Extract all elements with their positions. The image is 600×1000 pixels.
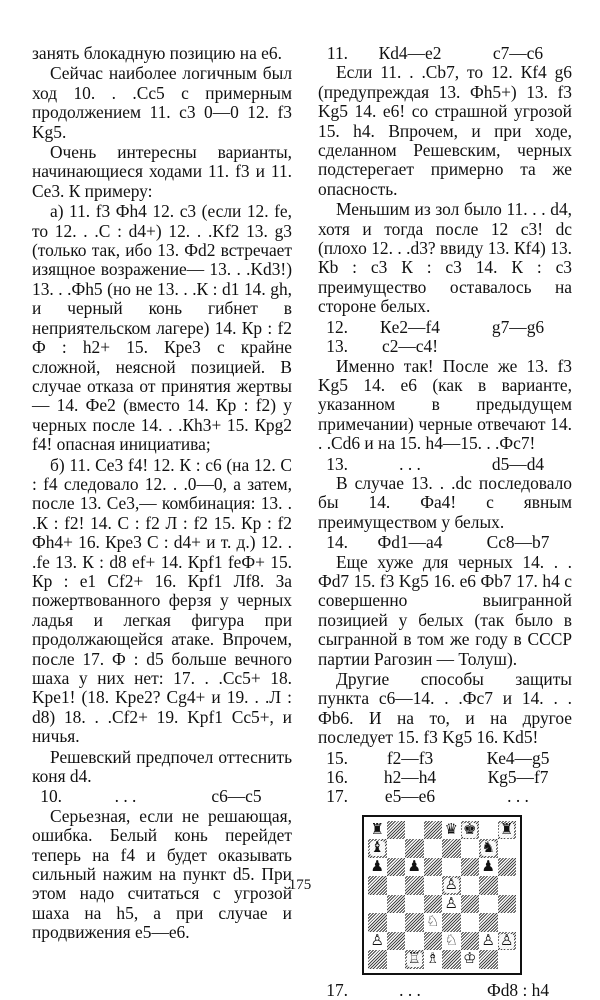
board-square (387, 839, 406, 858)
move-line (318, 455, 572, 474)
paragraph: Сейчас наиболее логичным был ход 10. . .Сc5 с примерным продолжением 11. c3 0—0 12. f3 Kg5. (32, 63, 292, 142)
move-number: 13. (326, 453, 348, 474)
board-square (479, 858, 498, 877)
board-square (368, 932, 387, 951)
board-square (424, 932, 443, 951)
paragraph: В случае 13. . .dc последовало бы 14. Фa4! с явным преимуществом у белых. (318, 472, 572, 532)
move-line (318, 981, 572, 1000)
move-number: 13. (326, 336, 348, 357)
board-square (461, 913, 480, 932)
board-square (461, 839, 480, 858)
chess-piece-icon: ♞ (481, 840, 495, 857)
board-square (498, 839, 517, 858)
board-square (405, 839, 424, 858)
move-line (318, 787, 572, 806)
board-square (442, 913, 461, 932)
paragraph: Именно так! После же 13. f3 Kg5 14. e6 (как в варианте, указанном в предыдущем примечании) черные отвечают 14. . .Cd6 и на 15. h4—15. . .Фc7! (318, 355, 572, 454)
board-square (424, 839, 443, 858)
board-square (387, 950, 406, 969)
move-line (318, 749, 572, 768)
board-square (479, 932, 498, 951)
move-line (32, 787, 292, 806)
move-line (318, 318, 572, 337)
board-square (498, 821, 517, 840)
move-number: 15. (326, 747, 348, 768)
move-line (318, 44, 572, 63)
board-square (442, 932, 461, 951)
board-square (498, 950, 517, 969)
white-move: Фd1—a4 (377, 532, 443, 553)
white-move: . . . (399, 453, 421, 474)
paragraph: а) 11. f3 Фh4 12. c3 (если 12. fe, то 12. . .С : d4+) 12. . .Kf2 13. g3 (только так, ибо 13. Фd2 встречает изящное возражение— 13. . .Kd3!) 13. . .Фh5 (но не 13. . .К : d1 14. gh, и черный конь гибнет в неприятельском лагере) 14. Кр : f2 Ф : h2+ 15. Кре3 с крайне сложной, неясной позицией. В случае отказа от принятия жертвы — 14. Фe2 (вместо 14. Кр : f2) у черных после 14. . .Кh3+ 15. Крg2 f4! опасная инициатива; (32, 201, 292, 455)
paragraph: Решевский предпочел оттеснить коня d4. (32, 746, 292, 787)
white-move: e5—e6 (384, 786, 436, 807)
white-move: . . . (399, 979, 421, 1000)
board-square (387, 858, 406, 877)
white-move: Кe2—f4 (380, 316, 440, 337)
left-column (32, 44, 292, 944)
black-move: d5—d4 (491, 453, 545, 474)
board-square (368, 950, 387, 969)
board-square (405, 932, 424, 951)
board-square (424, 950, 443, 969)
paragraph: Еще хуже для черных 14. . . Фd7 15. f3 Kg5 16. e6 Фb7 17. h4 с совершенно выигранной позицией у белых (так было в сыгранной в том же году в СССР партии Рагозин — Толуш). (318, 551, 572, 669)
chess-piece-icon: ♙ (444, 877, 458, 894)
move-number: 11. (326, 43, 348, 63)
chess-piece-icon: ♚ (463, 821, 477, 838)
board-square (479, 895, 498, 914)
board-square (442, 895, 461, 914)
board-square (368, 839, 387, 858)
black-move: Фd8 : h4 (486, 979, 550, 1000)
board-square (387, 821, 406, 840)
chess-piece-icon: ♖ (407, 951, 421, 968)
board-square (387, 913, 406, 932)
black-move: c6—c5 (211, 786, 262, 807)
paragraph: Меньшим из зол было 11. . . d4, хотя и тогда после 12 c3! dc (плохо 12. . .d3? ввиду 13. Кf4) 13. Кb : c3 К : c3 14. К : c3 преимущество оставалось на стороне белых. (318, 199, 572, 317)
black-move: Кe4—g5 (486, 747, 550, 768)
chess-piece-icon: ♘ (444, 932, 458, 949)
chess-piece-icon: ♔ (463, 951, 477, 968)
board-square (479, 839, 498, 858)
move-number: 10. (40, 786, 62, 807)
board-square (405, 950, 424, 969)
chess-piece-icon: ♟ (370, 858, 384, 875)
chess-piece-icon: ♜ (500, 821, 514, 838)
white-move: . . . (114, 786, 137, 807)
chess-piece-icon: ♝ (370, 840, 384, 857)
board-square (498, 858, 517, 877)
chess-piece-icon: ♙ (481, 932, 495, 949)
board-square (461, 950, 480, 969)
board-square (479, 913, 498, 932)
chess-piece-icon: ♙ (500, 932, 514, 949)
board-square (461, 821, 480, 840)
move-number: 16. (326, 767, 348, 788)
board-square (442, 950, 461, 969)
paragraph: Серьезная, если не решающая, ошибка. Белый конь перейдет теперь на f4 и будет оказывать сильный нажим на пункт d5. При этом надо считаться с угрозой шаха на h5, а при случае и продвижения e5—e6. (32, 805, 292, 943)
chess-piece-icon: ♗ (426, 951, 440, 968)
right-column (318, 44, 572, 1000)
black-move: Кg5—f7 (487, 767, 549, 788)
black-move: . . . (507, 786, 529, 807)
move-number: 17. (326, 786, 348, 807)
board-square (387, 932, 406, 951)
black-move: Cc8—b7 (486, 532, 550, 553)
chess-piece-icon: ♙ (444, 895, 458, 912)
chess-piece-icon: ♘ (426, 914, 440, 931)
move-number: 14. (326, 532, 348, 553)
paragraph: Другие способы защиты пункта c6—14. . .Фc7 и 14. . . Фb6. И на то, и на другое последует 15. f3 Kg5 16. Kd5! (318, 669, 572, 748)
board-square (461, 858, 480, 877)
move-line (318, 533, 572, 552)
board-square (424, 913, 443, 932)
board-square (442, 858, 461, 877)
board-square (405, 913, 424, 932)
paragraph: б) 11. Ce3 f4! 12. К : c6 (на 12. С : f4 следовало 12. . .0—0, а затем, после 13. Се3,— комбинация: 13. . .К : f2! 14. С : f2 Л : f2 15. Кр : f2 Фh4+ 16. Кре3 С : d4+ и т. д.) 12. . .fe 13. К : d8 ef+ 14. Крf1 feФ+ 15. Кр : e1 Cf2+ 16. Крf1 Лf8. За пожертвованного ферзя у черных ладья и легкая фигура при продолжающейся атаке. Впрочем, после 17. Ф : d5 больше вечного шаха у них нет: 17. . .Cc5+ 18. Kpe1! (18. Kpe2? Cg4+ и 19. . .Л : d8) 18. . .Cf2+ 19. Kpf1 Cc5+, и ничья. (32, 454, 292, 747)
board-square (387, 895, 406, 914)
board-square (405, 895, 424, 914)
paragraph: Очень интересны варианты, начинающиеся ходами 11. f3 и 11. Ce3. К примеру: (32, 142, 292, 201)
chess-piece-icon: ♟ (407, 858, 421, 875)
board-square (424, 821, 443, 840)
board-square (424, 895, 443, 914)
board-square (442, 821, 461, 840)
board-square (498, 932, 517, 951)
white-move: Кd4—e2 (378, 43, 442, 63)
move-number: 12. (326, 316, 348, 337)
board-square (479, 821, 498, 840)
paragraph: занять блокадную позицию на e6. (32, 43, 282, 63)
move-number: 17. (326, 979, 348, 1000)
white-move: c2—c4! (381, 336, 438, 357)
board-square (479, 950, 498, 969)
board-square (498, 895, 517, 914)
board-square (461, 895, 480, 914)
board-square (498, 913, 517, 932)
black-move: c7—c6 (492, 43, 544, 63)
board-square (405, 858, 424, 877)
page-number: 175 (288, 877, 312, 893)
board-square (368, 913, 387, 932)
move-line (318, 337, 572, 356)
chess-piece-icon: ♛ (444, 821, 458, 838)
black-move: g7—g6 (491, 316, 545, 337)
white-move: f2—f3 (386, 747, 434, 768)
black-move (464, 337, 572, 356)
chess-piece-icon: ♟ (481, 858, 495, 875)
white-move: h2—h4 (383, 767, 437, 788)
board-square (405, 821, 424, 840)
board-square (368, 895, 387, 914)
board-square (442, 839, 461, 858)
chess-piece-icon: ♙ (370, 932, 384, 949)
board-square (368, 858, 387, 877)
board-square (461, 932, 480, 951)
chess-piece-icon: ♜ (370, 821, 384, 838)
paragraph: Если 11. . .Cb7, то 12. Кf4 g6 (предупреждая 13. Фh5+) 13. f3 Kg5 14. e6! со страшной угрозой 15. h4. Впрочем, и при ходе, сделанном Решевским, черных подстерегает примерно та же опасность. (318, 62, 572, 199)
board-square (368, 821, 387, 840)
board-square (424, 858, 443, 877)
move-line (318, 768, 572, 787)
